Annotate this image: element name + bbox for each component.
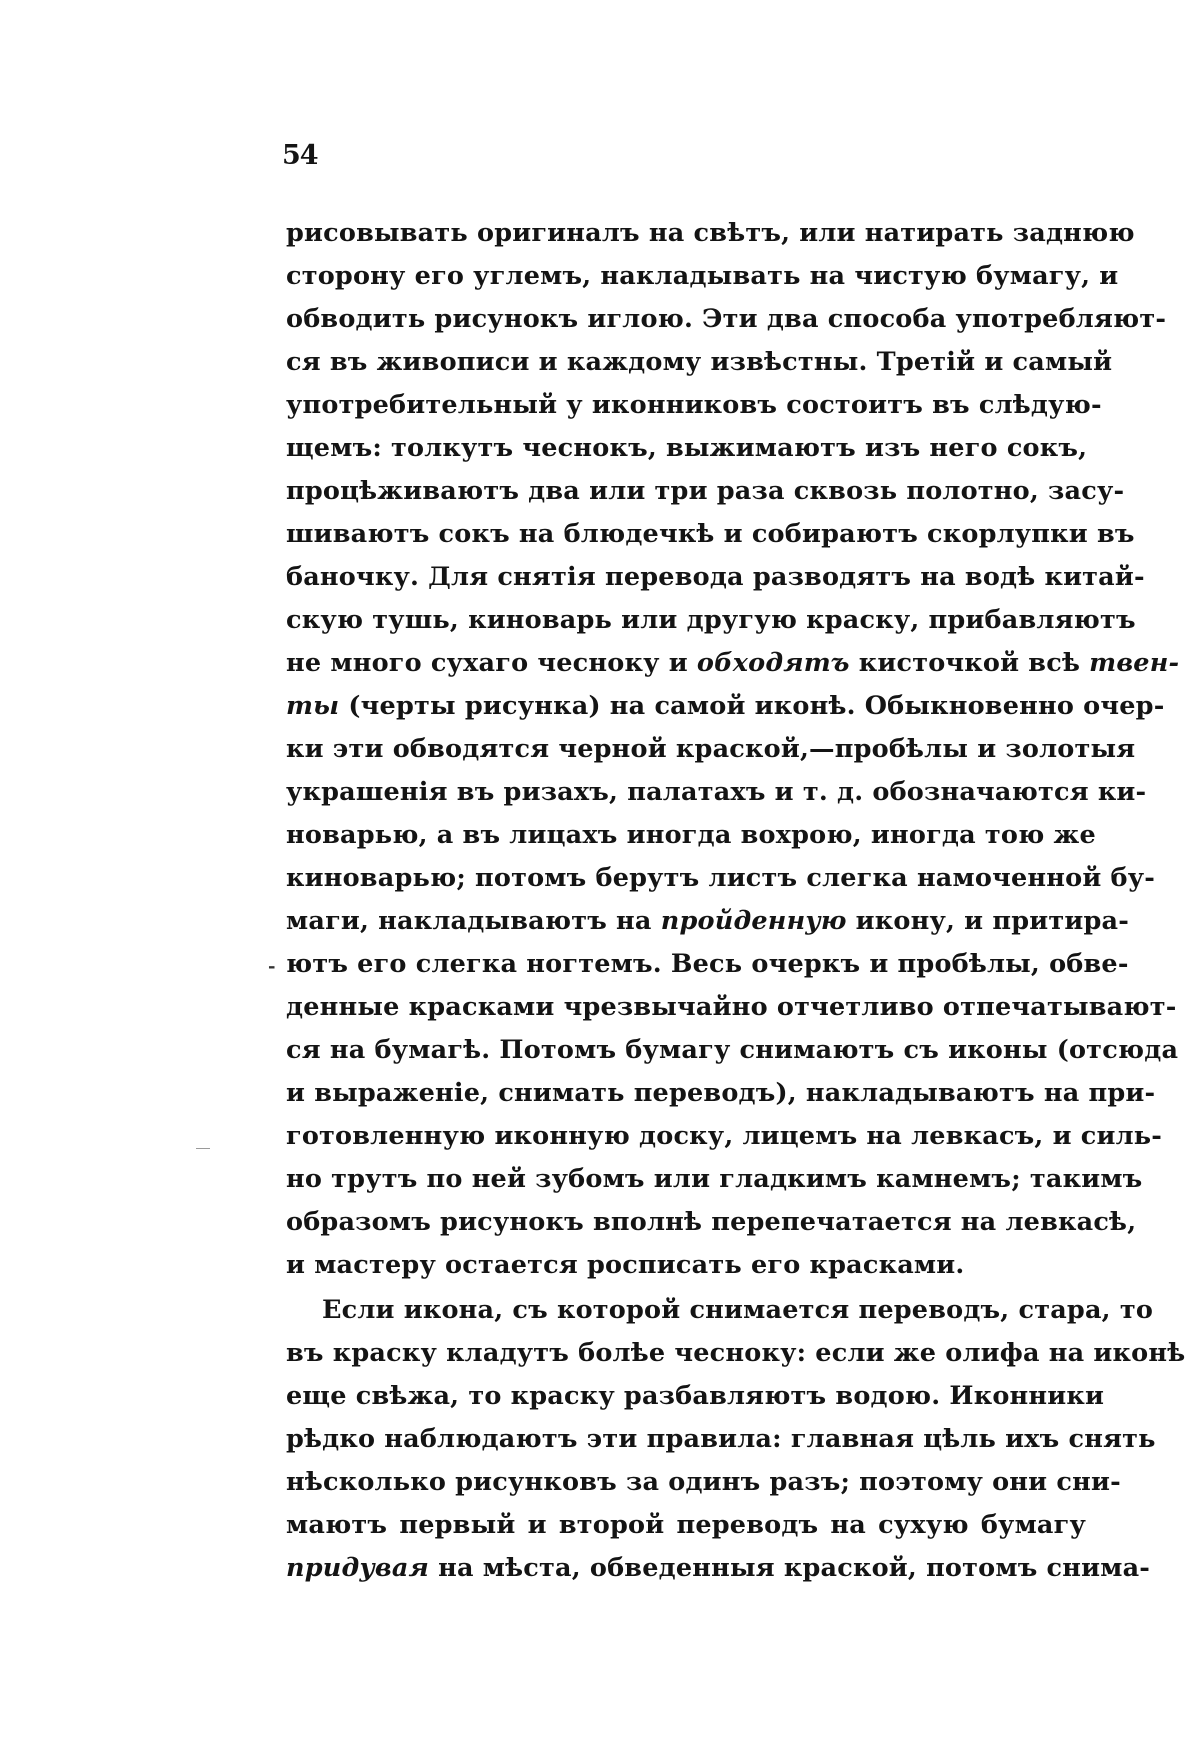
text-line: денные красками чрезвычайно отчетливо отпечатывают- [286,992,1177,1022]
italic-word: обходятъ [696,648,850,678]
text-line: ютъ его слегка ногтемъ. Весь очеркъ и пробѣлы, обве- [286,949,1129,979]
text-line: щемъ: толкутъ чеснокъ, выжимаютъ изъ него сокъ, [286,433,1088,463]
text-line: маютъ первый и второй переводъ на сухую бумагу [286,1510,1086,1540]
text-line: рѣдко наблюдаютъ эти правила: главная цѣль ихъ снять [286,1424,1156,1454]
paragraph-2 [286,1289,1185,1590]
text-line: ты (черты рисунка) на самой иконѣ. Обыкновенно очер- [286,691,1165,721]
text-line: баночку. Для снятія перевода разводятъ на водѣ китай- [286,562,1145,592]
text-line: скую тушь, киноварь или другую краску, прибавляютъ [286,605,1136,635]
text-line: не много сухаго чесноку и обходятъ кисточкой всѣ твен- [286,648,1180,678]
paragraph-1 [286,212,1180,1287]
italic-word: твен- [1089,648,1180,678]
text-line: готовленную иконную доску, лицемъ на левкасъ, и силь- [286,1121,1163,1151]
text-line: процѣживаютъ два или три раза сквозь полотно, засу- [286,476,1125,506]
text-line: обводить рисунокъ иглою. Эти два способа употребляют- [286,304,1167,334]
text-line: но трутъ по ней зубомъ или гладкимъ камнемъ; такимъ [286,1164,1143,1194]
text-line: украшенія въ ризахъ, палатахъ и т. д. обозначаются ки- [286,777,1147,807]
text-line: образомъ рисунокъ вполнѣ перепечатается на левкасѣ, [286,1207,1137,1237]
text-line: и выраженіе, снимать переводъ), накладываютъ на при- [286,1078,1156,1108]
text-line: шиваютъ сокъ на блюдечкѣ и собираютъ скорлупки въ [286,519,1135,549]
margin-dash-mark: - [268,956,276,977]
text-line: рисовывать оригиналъ на свѣтъ, или натирать заднюю [286,218,1135,248]
text-line: киноварью; потомъ берутъ листъ слегка намоченной бу- [286,863,1156,893]
text-line: ся въ живописи и каждому извѣстны. Третій и самый [286,347,1113,377]
scan-speck [196,1148,210,1149]
italic-word: пройденную [660,906,847,936]
text-line: новарью, а въ лицахъ иногда вохрою, иногда тою же [286,820,1096,850]
text-line: нѣсколько рисунковъ за одинъ разъ; поэтому они сни- [286,1467,1121,1497]
text-line: ся на бумагѣ. Потомъ бумагу снимаютъ съ иконы (отсюда [286,1035,1179,1065]
text-line: въ краску кладутъ болѣе чесноку: если же олифа на иконѣ [286,1338,1185,1368]
italic-word: ты [286,691,340,721]
italic-word: придувая [286,1553,430,1583]
text-line: употребительный у иконниковъ состоитъ въ слѣдую- [286,390,1102,420]
page-number: 54 [282,140,318,171]
text-line: придувая на мѣста, обведенныя краской, потомъ снима- [286,1553,1151,1583]
text-line: еще свѣжа, то краску разбавляютъ водою. Иконники [286,1381,1105,1411]
body-text [286,212,1185,1590]
text-line: и мастеру остается росписать его красками. [286,1250,965,1280]
text-line: сторону его углемъ, накладывать на чистую бумагу, и [286,261,1119,291]
text-line: маги, накладываютъ на пройденную икону, и притира- [286,906,1129,936]
text-line: ки эти обводятся черной краской,—пробѣлы и золотыя [286,734,1136,764]
text-line: Если икона, съ которой снимается переводъ, стара, то [322,1295,1154,1325]
